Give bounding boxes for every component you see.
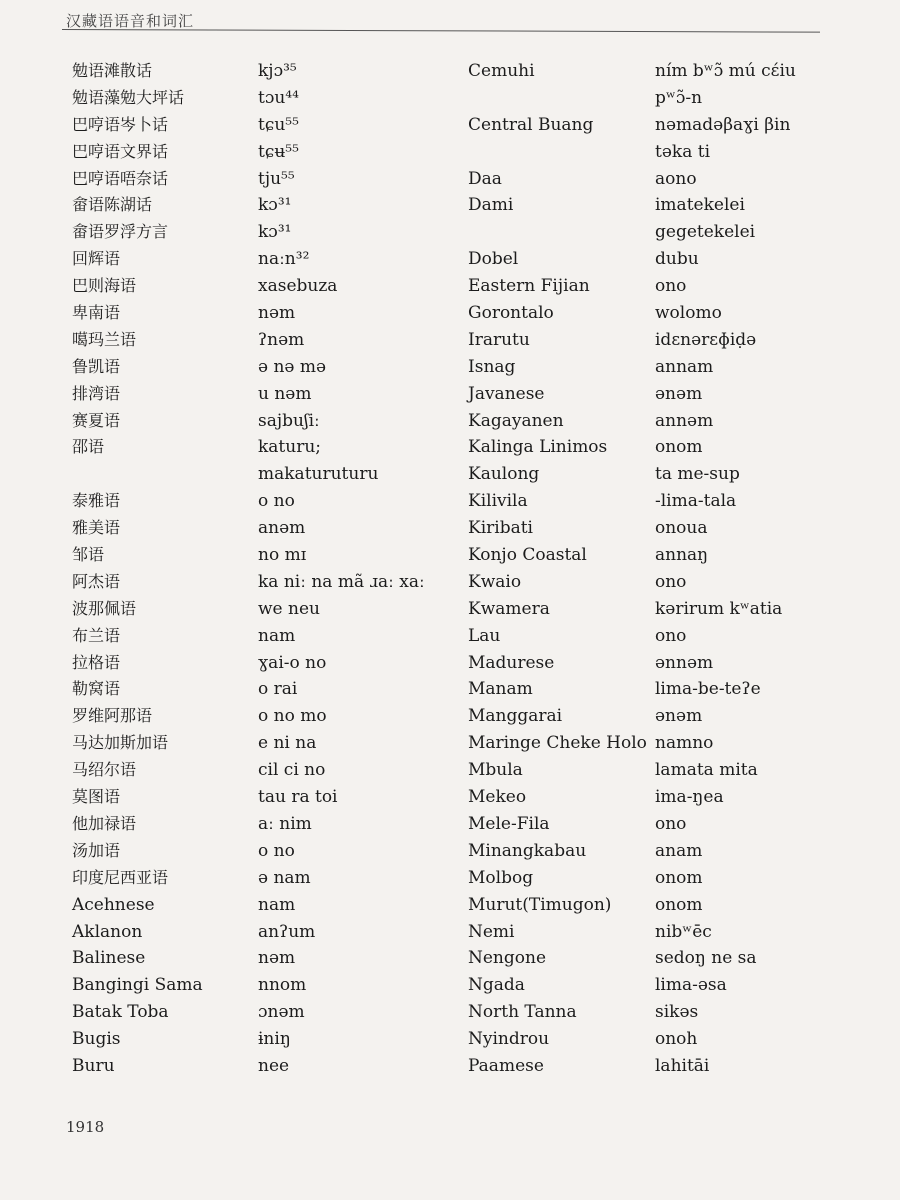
language-name: 畲语罗浮方言 xyxy=(72,222,169,242)
entry-row xyxy=(72,434,452,461)
language-name: Dobel xyxy=(468,249,519,270)
entry-row xyxy=(72,192,452,219)
word-form: nəmadəβaɣi βin xyxy=(655,114,791,135)
language-name: Eastern Fijian xyxy=(468,276,590,297)
entry-row xyxy=(468,892,828,919)
entry-row xyxy=(72,354,452,381)
word-form: wolomo xyxy=(655,303,722,324)
word-form: onom xyxy=(655,894,703,915)
word-form: dubu xyxy=(655,249,699,270)
entry-row xyxy=(468,408,828,435)
language-name: 拉格语 xyxy=(72,652,121,672)
word-form: gegetekelei xyxy=(655,222,756,243)
word-form: nəm xyxy=(258,948,296,969)
language-name: Buru xyxy=(72,1055,115,1076)
language-name: 勒窝语 xyxy=(72,679,121,699)
word-form: nee xyxy=(258,1055,290,1076)
entry-row xyxy=(468,461,828,488)
language-name: 他加禄语 xyxy=(72,813,137,833)
word-form: tju⁵⁵ xyxy=(258,168,295,189)
language-name: Lau xyxy=(468,625,501,646)
entry-row xyxy=(468,112,828,139)
language-name: 巴则海语 xyxy=(72,276,137,296)
entry-row xyxy=(72,945,452,972)
entry-row xyxy=(468,58,828,85)
entry-row xyxy=(72,461,452,488)
word-form: lamata mita xyxy=(655,760,758,781)
entry-row xyxy=(468,246,828,273)
word-form: təka ti xyxy=(655,141,711,162)
language-name: 巴哼语文界话 xyxy=(72,141,169,161)
word-form: onoua xyxy=(655,518,708,539)
entry-row xyxy=(468,219,828,246)
word-form: o no mo xyxy=(258,706,327,727)
language-name: 汤加语 xyxy=(72,840,121,860)
entry-row xyxy=(468,300,828,327)
word-form: kərirum kʷatia xyxy=(655,598,783,619)
language-name: Manggarai xyxy=(468,706,563,727)
language-name: Kilivila xyxy=(468,491,528,512)
word-form: pʷɔ̃-n xyxy=(655,87,703,108)
entry-row xyxy=(72,273,452,300)
entry-row xyxy=(72,381,452,408)
entry-row xyxy=(72,515,452,542)
word-form: nəm xyxy=(258,303,296,324)
word-form: katuru; xyxy=(258,437,322,458)
left-column xyxy=(72,58,452,1080)
entry-row xyxy=(72,623,452,650)
language-name: 回辉语 xyxy=(72,249,121,269)
language-name: 邹语 xyxy=(72,545,105,565)
language-name: 噶玛兰语 xyxy=(72,329,137,349)
entry-row xyxy=(72,112,452,139)
language-name: 布兰语 xyxy=(72,625,121,645)
entry-row xyxy=(468,865,828,892)
language-name: 马达加斯加语 xyxy=(72,733,169,753)
entry-row xyxy=(72,757,452,784)
word-form: lahitāi xyxy=(655,1055,710,1076)
language-name: Bugis xyxy=(72,1029,121,1050)
word-form: e ni na xyxy=(258,733,317,754)
language-name: 阿杰语 xyxy=(72,571,121,591)
entry-row xyxy=(72,650,452,677)
entry-row xyxy=(468,327,828,354)
word-form: no mɪ xyxy=(258,545,307,566)
language-name: 邵语 xyxy=(72,437,105,457)
entry-row xyxy=(468,273,828,300)
word-form: -lima-tala xyxy=(655,491,737,512)
word-form: ta me-sup xyxy=(655,464,740,485)
entry-row xyxy=(72,838,452,865)
entry-row xyxy=(468,999,828,1026)
entry-row xyxy=(72,865,452,892)
language-name: Manam xyxy=(468,679,533,700)
entry-row xyxy=(72,166,452,193)
entry-row xyxy=(72,892,452,919)
entry-row xyxy=(72,972,452,999)
word-form: ima-ŋea xyxy=(655,787,724,808)
word-form: we neu xyxy=(258,598,320,619)
language-name: Balinese xyxy=(72,948,146,969)
entry-row xyxy=(72,784,452,811)
word-form: sedoŋ ne sa xyxy=(655,948,757,969)
language-name: Mbula xyxy=(468,760,523,781)
entry-row xyxy=(468,381,828,408)
word-form: annam xyxy=(655,356,714,377)
language-name: Murut(Timugon) xyxy=(468,894,612,915)
language-name: 畲语陈湖话 xyxy=(72,195,153,215)
entry-row xyxy=(468,811,828,838)
entry-row xyxy=(72,58,452,85)
word-form: u nəm xyxy=(258,383,312,404)
entry-row xyxy=(72,1026,452,1053)
language-name: Nyindrou xyxy=(468,1029,550,1050)
entry-row xyxy=(468,596,828,623)
word-form: o rai xyxy=(258,679,298,700)
word-form: aono xyxy=(655,168,697,189)
entry-row xyxy=(468,919,828,946)
language-name: 勉语滩散话 xyxy=(72,61,153,80)
language-name: Ngada xyxy=(468,975,525,996)
entry-row xyxy=(468,354,828,381)
entry-row xyxy=(72,408,452,435)
word-form: ʔnəm xyxy=(258,329,305,350)
language-name: Isnag xyxy=(468,356,516,377)
entry-row xyxy=(72,85,452,112)
word-form: ka niː na mã ɹaː xaː xyxy=(258,571,425,592)
entry-row xyxy=(72,811,452,838)
word-form: ənəm xyxy=(655,383,703,404)
entry-row xyxy=(468,192,828,219)
language-name: Daa xyxy=(468,168,502,189)
language-name: Kwaio xyxy=(468,571,522,592)
entry-row xyxy=(468,757,828,784)
word-form: annaŋ xyxy=(655,545,709,566)
word-form: anəm xyxy=(258,518,306,539)
word-form: nam xyxy=(258,625,296,646)
language-name: Nemi xyxy=(468,921,515,942)
word-form: imatekelei xyxy=(655,195,745,216)
language-name: Nengone xyxy=(468,948,547,969)
right-column xyxy=(468,58,828,1080)
entry-row xyxy=(468,1053,828,1080)
word-form: ono xyxy=(655,571,687,592)
word-form: ənnəm xyxy=(655,652,714,673)
word-form: anʔum xyxy=(258,921,316,942)
entry-row xyxy=(468,972,828,999)
word-form: lima-əsa xyxy=(655,975,727,996)
word-form: sajbuʃiː xyxy=(258,410,320,431)
word-form: onom xyxy=(655,867,703,888)
entry-row xyxy=(72,999,452,1026)
language-name: Irarutu xyxy=(468,329,530,350)
word-form: ə nə mə xyxy=(258,356,327,377)
language-name: 莫图语 xyxy=(72,787,121,807)
language-name: Minangkabau xyxy=(468,840,587,861)
word-form: ɔnəm xyxy=(258,1002,305,1023)
language-name: Molbog xyxy=(468,867,534,888)
entry-row xyxy=(72,219,452,246)
language-name: Konjo Coastal xyxy=(468,545,587,566)
entry-row xyxy=(72,139,452,166)
word-form: ə nam xyxy=(258,867,311,888)
language-name: Bangingi Sama xyxy=(72,975,203,996)
entry-row xyxy=(72,542,452,569)
word-form: ono xyxy=(655,625,687,646)
language-name: Madurese xyxy=(468,652,555,673)
language-name: Batak Toba xyxy=(72,1002,169,1023)
entry-row xyxy=(72,919,452,946)
word-form: nnom xyxy=(258,975,307,996)
language-name: Mele-Fila xyxy=(468,813,550,834)
word-form: lima-be-teʔe xyxy=(655,679,761,700)
entry-row xyxy=(72,703,452,730)
entry-row xyxy=(468,569,828,596)
entry-row xyxy=(468,434,828,461)
language-name: North Tanna xyxy=(468,1002,577,1023)
word-form: ɣai-o no xyxy=(258,652,327,673)
entry-row xyxy=(468,623,828,650)
word-form: annəm xyxy=(655,410,714,431)
language-name: Dami xyxy=(468,195,514,216)
entry-row xyxy=(72,730,452,757)
language-name: 马绍尔语 xyxy=(72,760,137,780)
language-name: 波那佩语 xyxy=(72,598,137,618)
language-name: Cemuhi xyxy=(468,61,535,81)
word-form: cil ci no xyxy=(258,760,326,781)
word-form: anam xyxy=(655,840,703,861)
language-name: 赛夏语 xyxy=(72,410,121,430)
entry-row xyxy=(468,85,828,112)
language-name: Kaulong xyxy=(468,464,540,485)
language-name: 印度尼西亚语 xyxy=(72,867,169,887)
entry-row xyxy=(72,569,452,596)
word-form: kjɔ³⁵ xyxy=(258,61,297,81)
word-form: ənəm xyxy=(655,706,703,727)
language-name: 巴哼语唔奈话 xyxy=(72,168,169,188)
word-form: o no xyxy=(258,491,295,512)
word-form: ním bʷɔ̃ mú cɛ́iu xyxy=(655,61,796,81)
entry-row xyxy=(468,676,828,703)
language-name: Paamese xyxy=(468,1055,544,1076)
word-form: tɕʉ⁵⁵ xyxy=(258,141,299,162)
entry-row xyxy=(468,139,828,166)
word-form: onom xyxy=(655,437,703,458)
word-form: kɔ³¹ xyxy=(258,222,292,243)
entry-row xyxy=(468,515,828,542)
word-form: o no xyxy=(258,840,295,861)
language-name: Javanese xyxy=(468,383,545,404)
entry-row xyxy=(468,703,828,730)
language-name: 罗维阿那语 xyxy=(72,706,153,726)
word-form: tɔu⁴⁴ xyxy=(258,87,299,108)
entry-row xyxy=(468,166,828,193)
language-name: 排湾语 xyxy=(72,383,121,403)
entry-row xyxy=(468,542,828,569)
word-form: makaturuturu xyxy=(258,464,379,485)
word-form: ono xyxy=(655,276,687,297)
entry-row xyxy=(72,596,452,623)
language-name: 勉语藻勉大坪话 xyxy=(72,87,185,107)
language-name: Kiribati xyxy=(468,518,533,539)
word-form: aː nim xyxy=(258,813,312,834)
page-number: 1918 xyxy=(66,1118,105,1136)
entry-row xyxy=(468,1026,828,1053)
language-name: Kagayanen xyxy=(468,410,564,431)
language-name: Kalinga Linimos xyxy=(468,437,608,458)
language-name: Maringe Cheke Holo xyxy=(468,733,647,754)
word-form: sikəs xyxy=(655,1002,699,1023)
language-name: Gorontalo xyxy=(468,303,554,324)
language-name: 巴哼语岑卜话 xyxy=(72,114,169,134)
entry-row xyxy=(468,650,828,677)
word-form: kɔ³¹ xyxy=(258,195,292,216)
word-form: naːn³² xyxy=(258,249,310,270)
language-name: Acehnese xyxy=(72,894,155,915)
entry-row xyxy=(468,838,828,865)
language-name: 卑南语 xyxy=(72,303,121,323)
word-form: ono xyxy=(655,813,687,834)
word-form: xasebuza xyxy=(258,276,338,297)
entry-row xyxy=(468,730,828,757)
word-form: onoh xyxy=(655,1029,698,1050)
word-form: tau ra toi xyxy=(258,787,338,808)
entry-row xyxy=(72,327,452,354)
entry-row xyxy=(72,246,452,273)
language-name: Kwamera xyxy=(468,598,550,619)
entry-row xyxy=(72,676,452,703)
language-name: 鲁凯语 xyxy=(72,356,121,376)
word-form: idɛnərɛɸiḍə xyxy=(655,329,757,350)
entry-row xyxy=(72,488,452,515)
word-form: tɕu⁵⁵ xyxy=(258,114,299,135)
word-form: nam xyxy=(258,894,296,915)
language-name: Aklanon xyxy=(72,921,143,942)
word-form: nibʷēc xyxy=(655,921,712,942)
running-header: 汉藏语语音和词汇 xyxy=(66,12,195,30)
language-name: Mekeo xyxy=(468,787,527,808)
language-name: 泰雅语 xyxy=(72,491,121,511)
word-form: namno xyxy=(655,733,714,754)
language-name: Central Buang xyxy=(468,114,594,135)
entry-row xyxy=(468,784,828,811)
language-name: 雅美语 xyxy=(72,518,121,538)
entry-row xyxy=(468,488,828,515)
entry-row xyxy=(72,300,452,327)
word-form: ɨniŋ xyxy=(258,1029,291,1050)
entry-row xyxy=(72,1053,452,1080)
entry-row xyxy=(468,945,828,972)
